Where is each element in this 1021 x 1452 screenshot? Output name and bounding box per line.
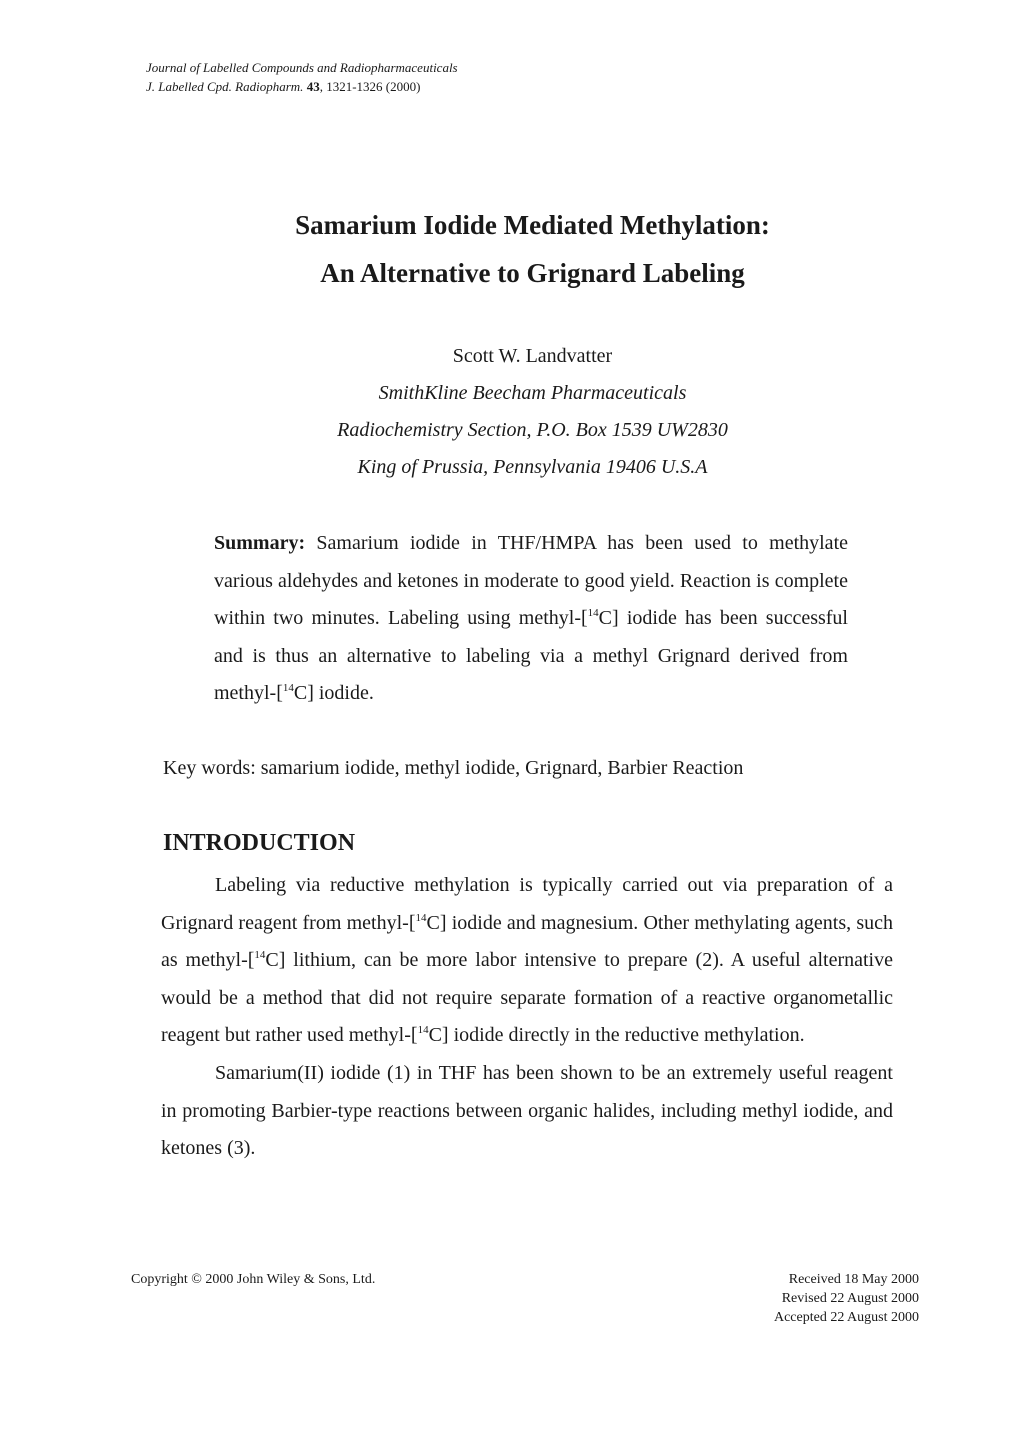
- intro-p1-superscript-1: 14: [415, 911, 427, 924]
- keywords: Key words: samarium iodide, methyl iodide, Grignard, Barbier Reaction: [163, 757, 744, 779]
- summary-superscript-2: 14: [282, 682, 294, 694]
- introduction-heading: INTRODUCTION: [163, 830, 356, 856]
- affiliation-address: King of Prussia, Pennsylvania 19406 U.S.A: [357, 456, 708, 478]
- summary-text-3: C] iodide.: [293, 682, 374, 704]
- introduction-body: [161, 867, 893, 1168]
- publication-dates: [774, 1270, 919, 1327]
- author-block: [0, 338, 1021, 486]
- affiliation-company: SmithKline Beecham Pharmaceuticals: [378, 382, 687, 404]
- summary-label: Summary:: [214, 532, 306, 554]
- summary-text-1: Samarium iodide in THF/HMPA has been used to methylate various aldehydes and ketones in moderate to good yield. Reaction is complete within two minutes. Labeling using methyl-[: [214, 532, 848, 629]
- intro-p1-text-c: C] lithium, can be more labor intensive to prepare (2). A useful alternative would be a method that did not require separate formation of a reactive organometallic reagent but rather used methyl-[: [161, 949, 893, 1047]
- paper-title: [0, 201, 1021, 297]
- citation-abbrev: J. Labelled Cpd. Radiopharm.: [146, 79, 304, 94]
- summary-superscript-1: 14: [587, 607, 599, 619]
- summary-text-2: C] iodide has been successful and is thus an alternative to labeling via a methyl Grignard derived from methyl-[: [214, 607, 848, 704]
- introduction-paragraph-2: Samarium(II) iodide (1) in THF has been shown to be an extremely useful reagent in promoting Barbier-type reactions between organic halides, including methyl iodide, and ketones (3).: [161, 1061, 893, 1160]
- title-line-1: Samarium Iodide Mediated Methylation:: [295, 210, 770, 240]
- title-line-2: An Alternative to Grignard Labeling: [320, 258, 745, 288]
- intro-p1-text-d: C] iodide directly in the reductive methylation.: [428, 1024, 805, 1047]
- introduction-paragraph-1: [161, 867, 893, 1055]
- pages-year: , 1321-1326 (2000): [319, 79, 421, 94]
- journal-citation: [146, 77, 458, 96]
- copyright-notice: Copyright © 2000 John Wiley & Sons, Ltd.: [131, 1272, 376, 1287]
- intro-p1-text-b: C] iodide and magnesium. Other methylating agents, such as methyl-[: [161, 911, 893, 972]
- volume-number: 43: [306, 79, 320, 94]
- revised-date: Revised 22 August 2000: [781, 1291, 919, 1306]
- intro-p1-superscript-3: 14: [417, 1024, 429, 1037]
- accepted-date: Accepted 22 August 2000: [773, 1310, 919, 1325]
- affiliation-section: Radiochemistry Section, P.O. Box 1539 UW2830: [337, 419, 728, 441]
- journal-name: Journal of Labelled Compounds and Radiopharmaceuticals: [146, 60, 458, 75]
- journal-header: [146, 58, 458, 96]
- summary-abstract: [214, 525, 848, 713]
- intro-p1-superscript-2: 14: [254, 949, 266, 962]
- received-date: Received 18 May 2000: [788, 1272, 919, 1287]
- intro-p1-text-a: Labeling via reductive methylation is typically carried out via preparation of a Grignard reagent from methyl-[: [161, 874, 893, 934]
- author-name: Scott W. Landvatter: [452, 345, 613, 367]
